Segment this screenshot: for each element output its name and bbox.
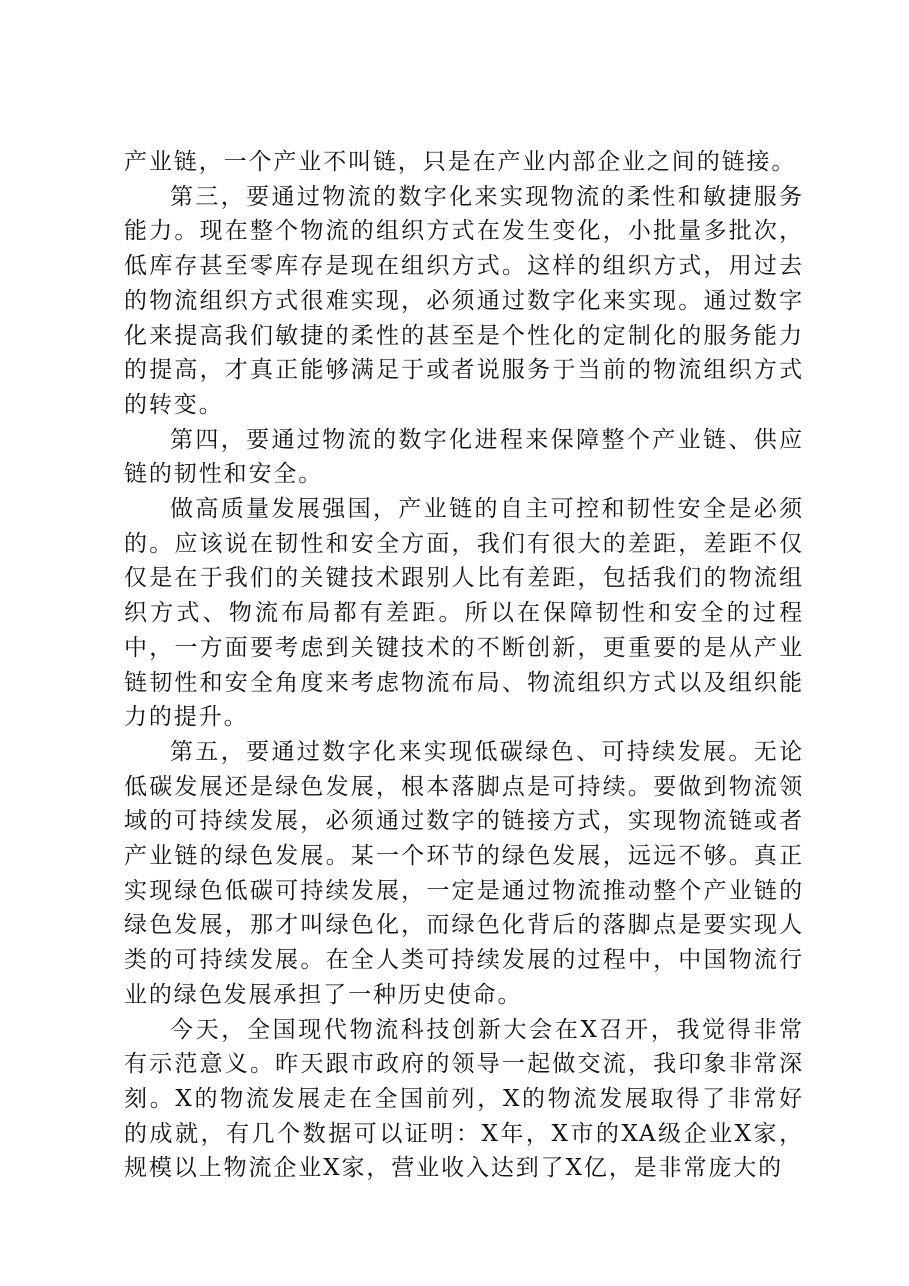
- paragraph-point-three: 第三，要通过物流的数字化来实现物流的柔性和敏捷服务能力。现在整个物流的组织方式在发生变化，小批量多批次，低库存甚至零库存是现在组织方式。这样的组织方式，用过去的物流组织方式很难实现，必须通过数字化来实现。通过数字化来提高我们敏捷的柔性的甚至是个性化的定制化的服务能力的提高，才真正能够满足于或者说服务于当前的物流组织方式的转变。: [124, 183, 804, 418]
- paragraph-conference: 今天，全国现代物流科技创新大会在X召开，我觉得非常有示范意义。昨天跟市政府的领导一起做交流，我印象非常深刻。X的物流发展走在全国前列，X的物流发展取得了非常好的成就，有几个数据可以证明：X年，X市的XA级企业X家，规模以上物流企业X家，营业收入达到了X亿，是非常庞大的: [124, 1016, 804, 1182]
- paragraph-point-five: 第五，要通过数字化来实现低碳绿色、可持续发展。无论低碳发展还是绿色发展，根本落脚点是可持续。要做到物流领域的可持续发展，必须通过数字的链接方式，实现物流链或者产业链的绿色发展。某一个环节的绿色发展，远远不够。真正实现绿色低碳可持续发展，一定是通过物流推动整个产业链的绿色发展，那才叫绿色化，而绿色化背后的落脚点是要实现人类的可持续发展。在全人类可持续发展的过程中，中国物流行业的绿色发展承担了一种历史使命。: [124, 738, 804, 1008]
- paragraph-resilience: 做高质量发展强国，产业链的自主可控和韧性安全是必须的。应该说在韧性和安全方面，我们有很大的差距，差距不仅仅是在于我们的关键技术跟别人比有差距，包括我们的物流组织方式、物流布局都有差距。所以在保障韧性和安全的过程中，一方面要考虑到关键技术的不断创新，更重要的是从产业链韧性和安全角度来考虑物流布局、物流组织方式以及组织能力的提升。: [124, 496, 804, 731]
- document-page: [124, 145, 804, 1186]
- paragraph-continued: 产业链，一个产业不叫链，只是在产业内部企业之间的链接。: [124, 149, 797, 175]
- paragraph-point-four: 第四，要通过物流的数字化进程来保障整个产业链、供应链的韧性和安全。: [124, 426, 804, 488]
